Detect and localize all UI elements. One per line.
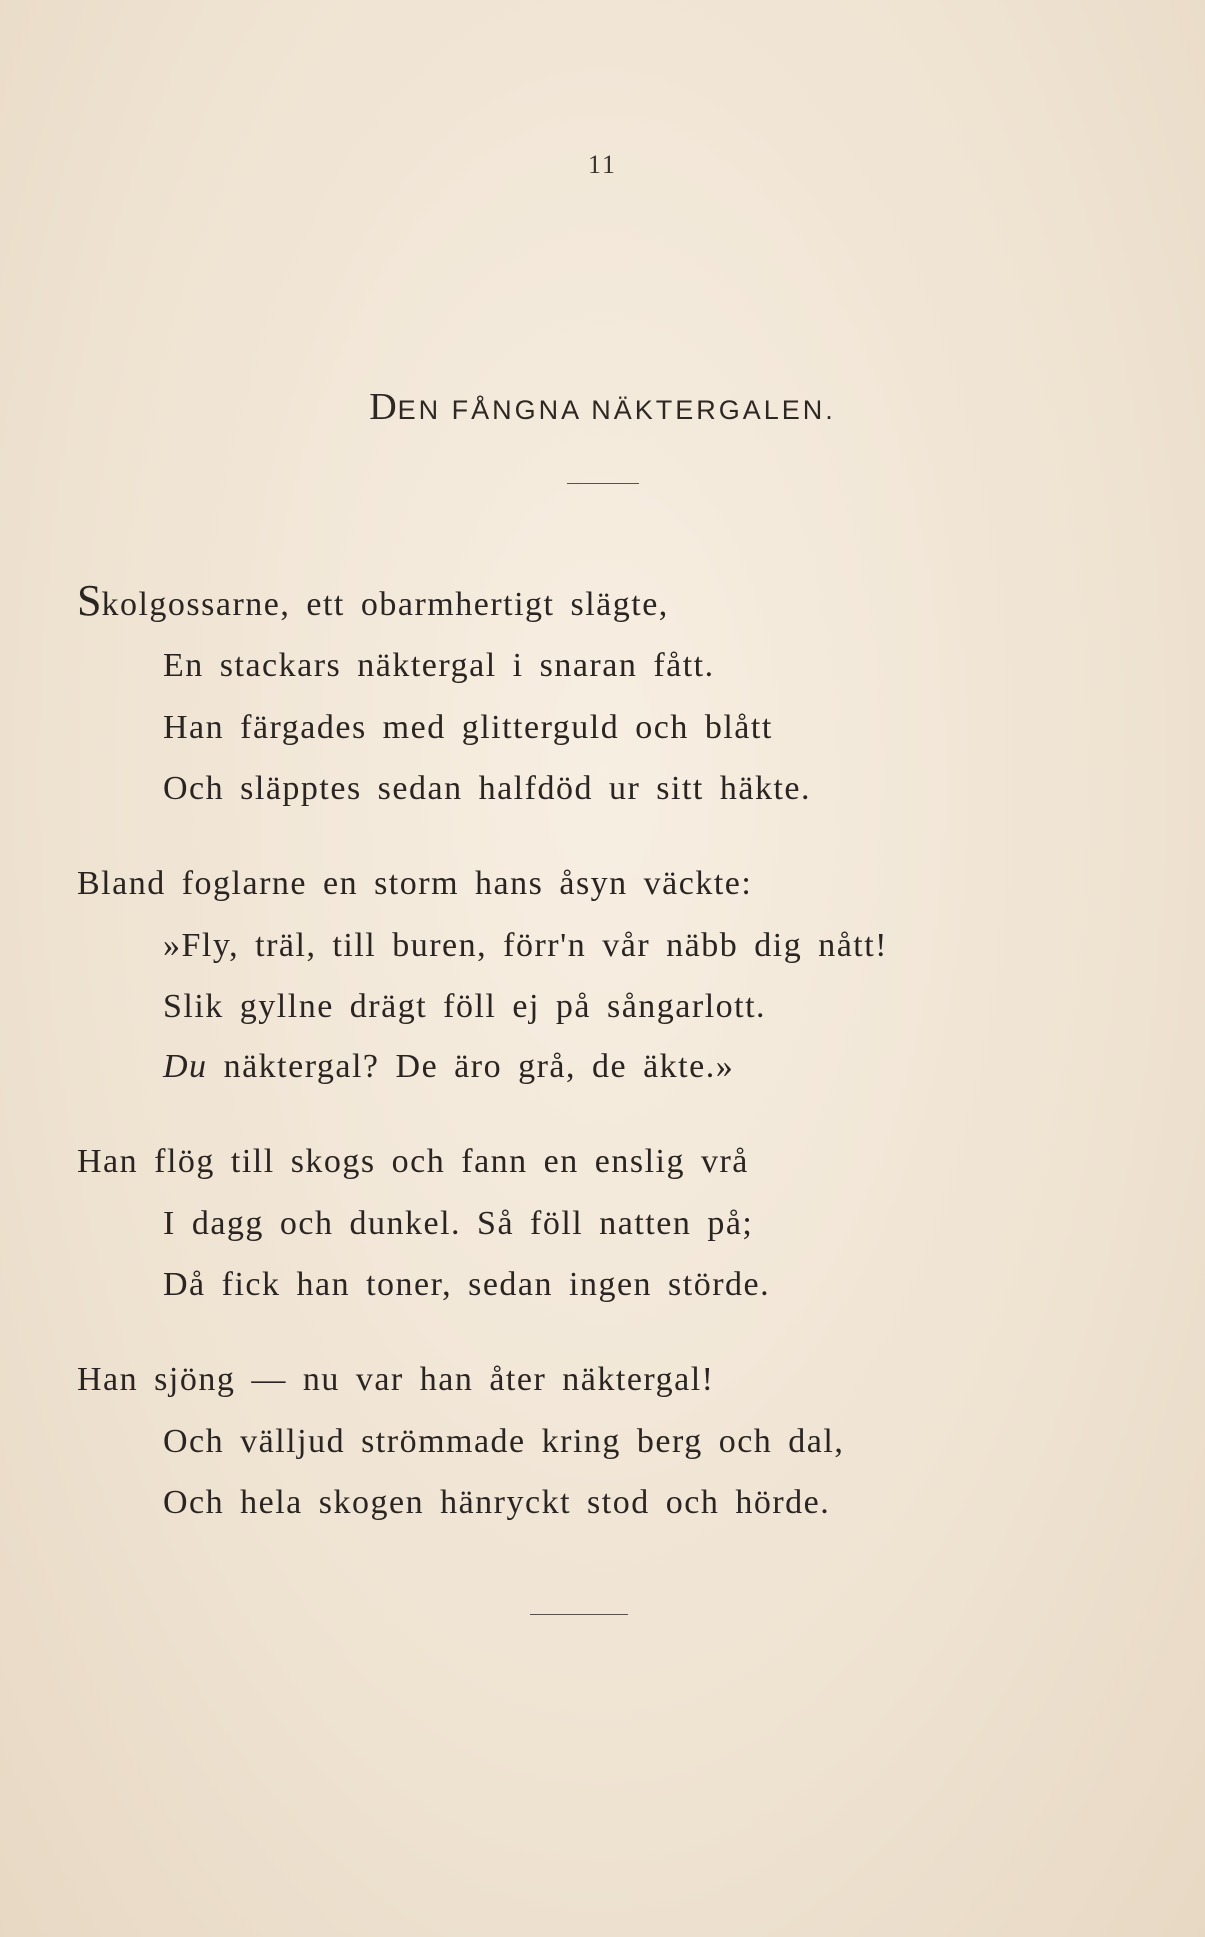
poem-line: Och välljud strömmade kring berg och dal, — [163, 1423, 845, 1460]
poem-line: En stackars näktergal i snaran fått. — [163, 647, 715, 684]
poem-line: Slik gyllne drägt föll ej på sångarlott. — [163, 988, 767, 1025]
poem-line: Han färgades med glitterguld och blått — [163, 709, 773, 746]
poem-line: Skolgossarne, ett obarmhertigt slägte, — [77, 576, 669, 625]
poem-line: Han sjöng — nu var han åter näktergal! — [77, 1361, 715, 1398]
poem-line: »Fly, träl, till buren, förr'n vår näbb dig nått! — [163, 927, 888, 964]
end-divider — [530, 1614, 628, 1615]
poem-line: Bland foglarne en storm hans åsyn väckte: — [77, 865, 753, 902]
poem-line: Och hela skogen hänryckt stod och hörde. — [163, 1484, 831, 1521]
italic-word: Du — [163, 1048, 208, 1085]
poem-line: Han flög till skogs och fann en enslig vrå — [77, 1143, 749, 1180]
poem-line: Du näktergal? De äro grå, de äkte.» — [163, 1048, 735, 1085]
title-divider — [567, 483, 639, 484]
poem-line: Och släpptes sedan halfdöd ur sitt häkte. — [163, 770, 811, 807]
drop-initial: S — [77, 576, 102, 625]
poem-line: I dagg och dunkel. Så föll natten på; — [163, 1205, 754, 1242]
poem-title — [0, 385, 1205, 429]
title-initial: D — [369, 386, 398, 428]
title-rest: EN FÅNGNA NÄKTERGALEN. — [397, 395, 836, 425]
page-number: 11 — [587, 150, 618, 179]
poem-line: Då fick han toner, sedan ingen störde. — [163, 1266, 771, 1303]
